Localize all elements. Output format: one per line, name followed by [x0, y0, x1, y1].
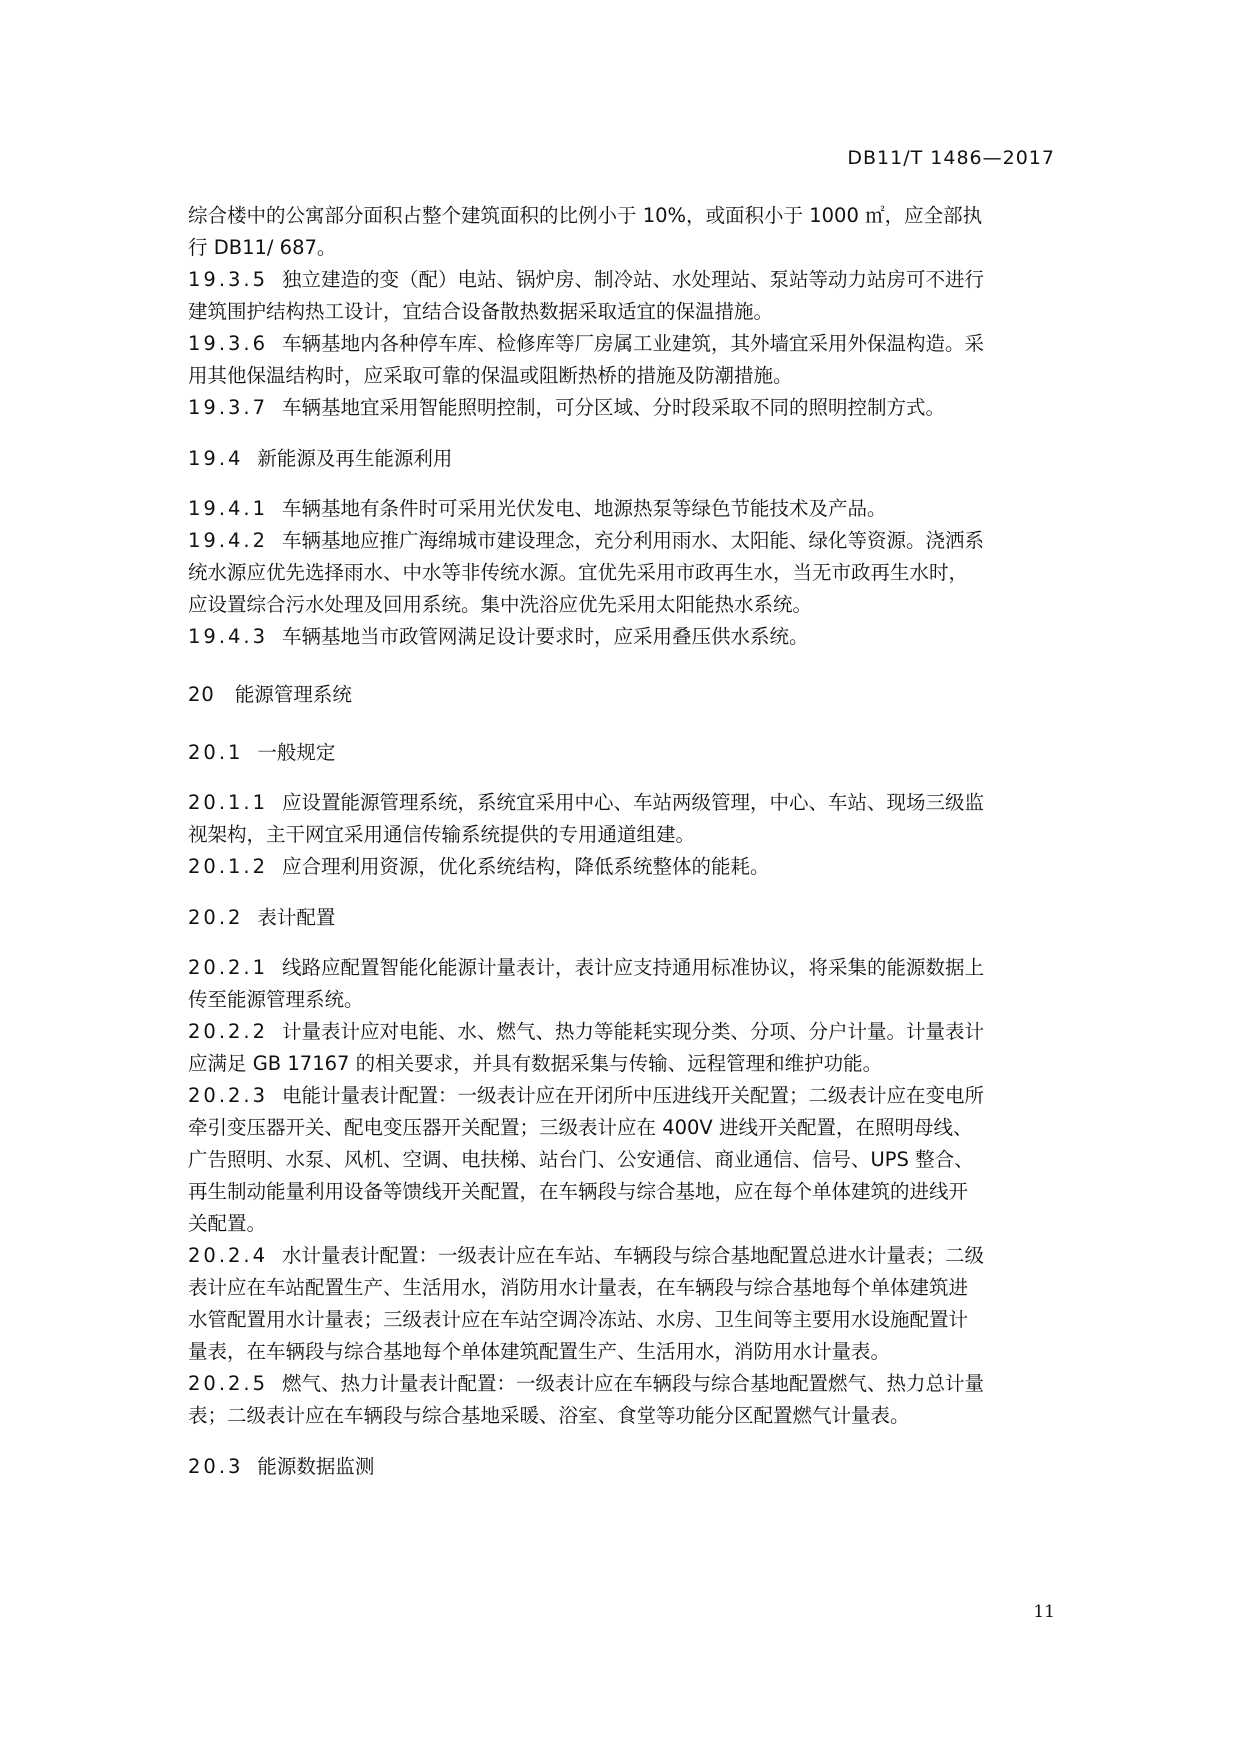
text-line: 车辆基地宜采用智能照明控制，可分区域、分时段采取不同的照明控制方式。 — [282, 396, 946, 419]
text-line: 应设置能源管理系统，系统宜采用中心、车站两级管理，中心、车站、现场三级监 — [282, 791, 985, 814]
text-line: 统水源应优先选择雨水、中水等非传统水源。宜优先采用市政再生水，当无市政再生水时， — [188, 561, 969, 584]
text-line: 关配置。 — [188, 1212, 267, 1235]
text-line: 电能计量表计配置：一级表计应在开闭所中压进线开关配置；二级表计应在变电所 — [282, 1084, 985, 1107]
section-heading-20-3 — [188, 1451, 1058, 1483]
page-number: 11 — [1033, 1602, 1055, 1622]
text-line: 线路应配置智能化能源计量表计，表计应支持通用标准协议，将采集的能源数据上 — [282, 956, 985, 979]
section-title: 表计配置 — [257, 906, 336, 929]
clause-19-3-5 — [188, 264, 1058, 328]
text-line: 燃气、热力计量表计配置：一级表计应在车辆段与综合基地配置燃气、热力总计量 — [282, 1372, 985, 1395]
text-line: 牵引变压器开关、配电变压器开关配置；三级表计应在 400V 进线开关配置，在照明母线、 — [188, 1116, 973, 1139]
clause-number: 20.2.1 — [188, 956, 269, 979]
section-title: 能源数据监测 — [257, 1455, 375, 1478]
clause-19-4-1 — [188, 493, 1058, 525]
clause-number: 20.1.2 — [188, 855, 269, 878]
clause-19-3-6 — [188, 328, 1058, 392]
section-number: 19.4 — [188, 447, 244, 470]
text-line: 再生制动能量利用设备等馈线开关配置，在车辆段与综合基地，应在每个单体建筑的进线开 — [188, 1180, 969, 1203]
clause-number: 20.2.2 — [188, 1020, 269, 1043]
text-line: 车辆基地有条件时可采用光伏发电、地源热泵等绿色节能技术及产品。 — [282, 497, 887, 520]
text-line: 应合理利用资源，优化系统结构，降低系统整体的能耗。 — [282, 855, 770, 878]
text-line: 视架构，主干网宜采用通信传输系统提供的专用通道组建。 — [188, 823, 696, 846]
chapter-heading-20 — [188, 679, 1058, 711]
clause-number: 19.3.7 — [188, 396, 269, 419]
chapter-number: 20 — [188, 683, 215, 706]
paragraph-19-3-4-continued — [188, 200, 1058, 264]
clause-number: 19.3.6 — [188, 332, 269, 355]
clause-20-1-2 — [188, 851, 1058, 883]
text-line: 应满足 GB 17167 的相关要求，并具有数据采集与传输、远程管理和维护功能。 — [188, 1052, 883, 1075]
text-line: 综合楼中的公寓部分面积占整个建筑面积的比例小于 10%，或面积小于 1000 ㎡，应全部执 — [188, 204, 983, 227]
text-line: 应设置综合污水处理及回用系统。集中洗浴应优先采用太阳能热水系统。 — [188, 593, 813, 616]
document-code: DB11/T 1486—2017 — [847, 147, 1055, 169]
text-line: 量表，在车辆段与综合基地每个单体建筑配置生产、生活用水，消防用水计量表。 — [188, 1340, 891, 1363]
clause-number: 20.1.1 — [188, 791, 269, 814]
chapter-title: 能源管理系统 — [234, 683, 352, 706]
clause-20-2-2 — [188, 1016, 1058, 1080]
text-line: 车辆基地当市政管网满足设计要求时，应采用叠压供水系统。 — [282, 625, 809, 648]
clause-number: 20.2.3 — [188, 1084, 269, 1107]
document-body — [188, 200, 1058, 1501]
clause-19-3-7 — [188, 392, 1058, 424]
text-line: 车辆基地应推广海绵城市建设理念，充分利用雨水、太阳能、绿化等资源。浇洒系 — [282, 529, 985, 552]
text-line: 车辆基地内各种停车库、检修库等厂房属工业建筑，其外墙宜采用外保温构造。采 — [282, 332, 985, 355]
section-heading-19-4 — [188, 443, 1058, 475]
text-line: 表；二级表计应在车辆段与综合基地采暖、浴室、食堂等功能分区配置燃气计量表。 — [188, 1404, 910, 1427]
section-number: 20.2 — [188, 906, 244, 929]
text-line: 计量表计应对电能、水、燃气、热力等能耗实现分类、分项、分户计量。计量表计 — [282, 1020, 985, 1043]
section-title: 一般规定 — [257, 741, 336, 764]
text-line: 建筑围护结构热工设计，宜结合设备散热数据采取适宜的保温措施。 — [188, 300, 774, 323]
clause-number: 19.4.1 — [188, 497, 269, 520]
clause-20-1-1 — [188, 787, 1058, 851]
text-line: 水计量表计配置：一级表计应在车站、车辆段与综合基地配置总进水计量表；二级 — [282, 1244, 985, 1267]
clause-number: 19.4.3 — [188, 625, 269, 648]
text-line: 水管配置用水计量表；三级表计应在车站空调冷冻站、水房、卫生间等主要用水设施配置计 — [188, 1308, 969, 1331]
text-line: 用其他保温结构时，应采取可靠的保温或阻断热桥的措施及防潮措施。 — [188, 364, 793, 387]
clause-number: 20.2.5 — [188, 1372, 269, 1395]
clause-20-2-3 — [188, 1080, 1058, 1240]
text-line: 传至能源管理系统。 — [188, 988, 364, 1011]
clause-20-2-5 — [188, 1368, 1058, 1432]
section-number: 20.3 — [188, 1455, 244, 1478]
text-line: 独立建造的变（配）电站、锅炉房、制冷站、水处理站、泵站等动力站房可不进行 — [282, 268, 985, 291]
clause-number: 19.4.2 — [188, 529, 269, 552]
clause-number: 20.2.4 — [188, 1244, 269, 1267]
clause-number: 19.3.5 — [188, 268, 269, 291]
section-title: 新能源及再生能源利用 — [257, 447, 453, 470]
clause-19-4-3 — [188, 621, 1058, 653]
section-number: 20.1 — [188, 741, 244, 764]
text-line: 行 DB11/ 687。 — [188, 236, 337, 259]
clause-20-2-1 — [188, 952, 1058, 1016]
text-line: 广告照明、水泵、风机、空调、电扶梯、站台门、公安通信、商业通信、信号、UPS 整合、 — [188, 1148, 974, 1171]
clause-20-2-4 — [188, 1240, 1058, 1368]
section-heading-20-2 — [188, 902, 1058, 934]
clause-19-4-2 — [188, 525, 1058, 621]
section-heading-20-1 — [188, 737, 1058, 769]
text-line: 表计应在车站配置生产、生活用水，消防用水计量表，在车辆段与综合基地每个单体建筑进 — [188, 1276, 969, 1299]
